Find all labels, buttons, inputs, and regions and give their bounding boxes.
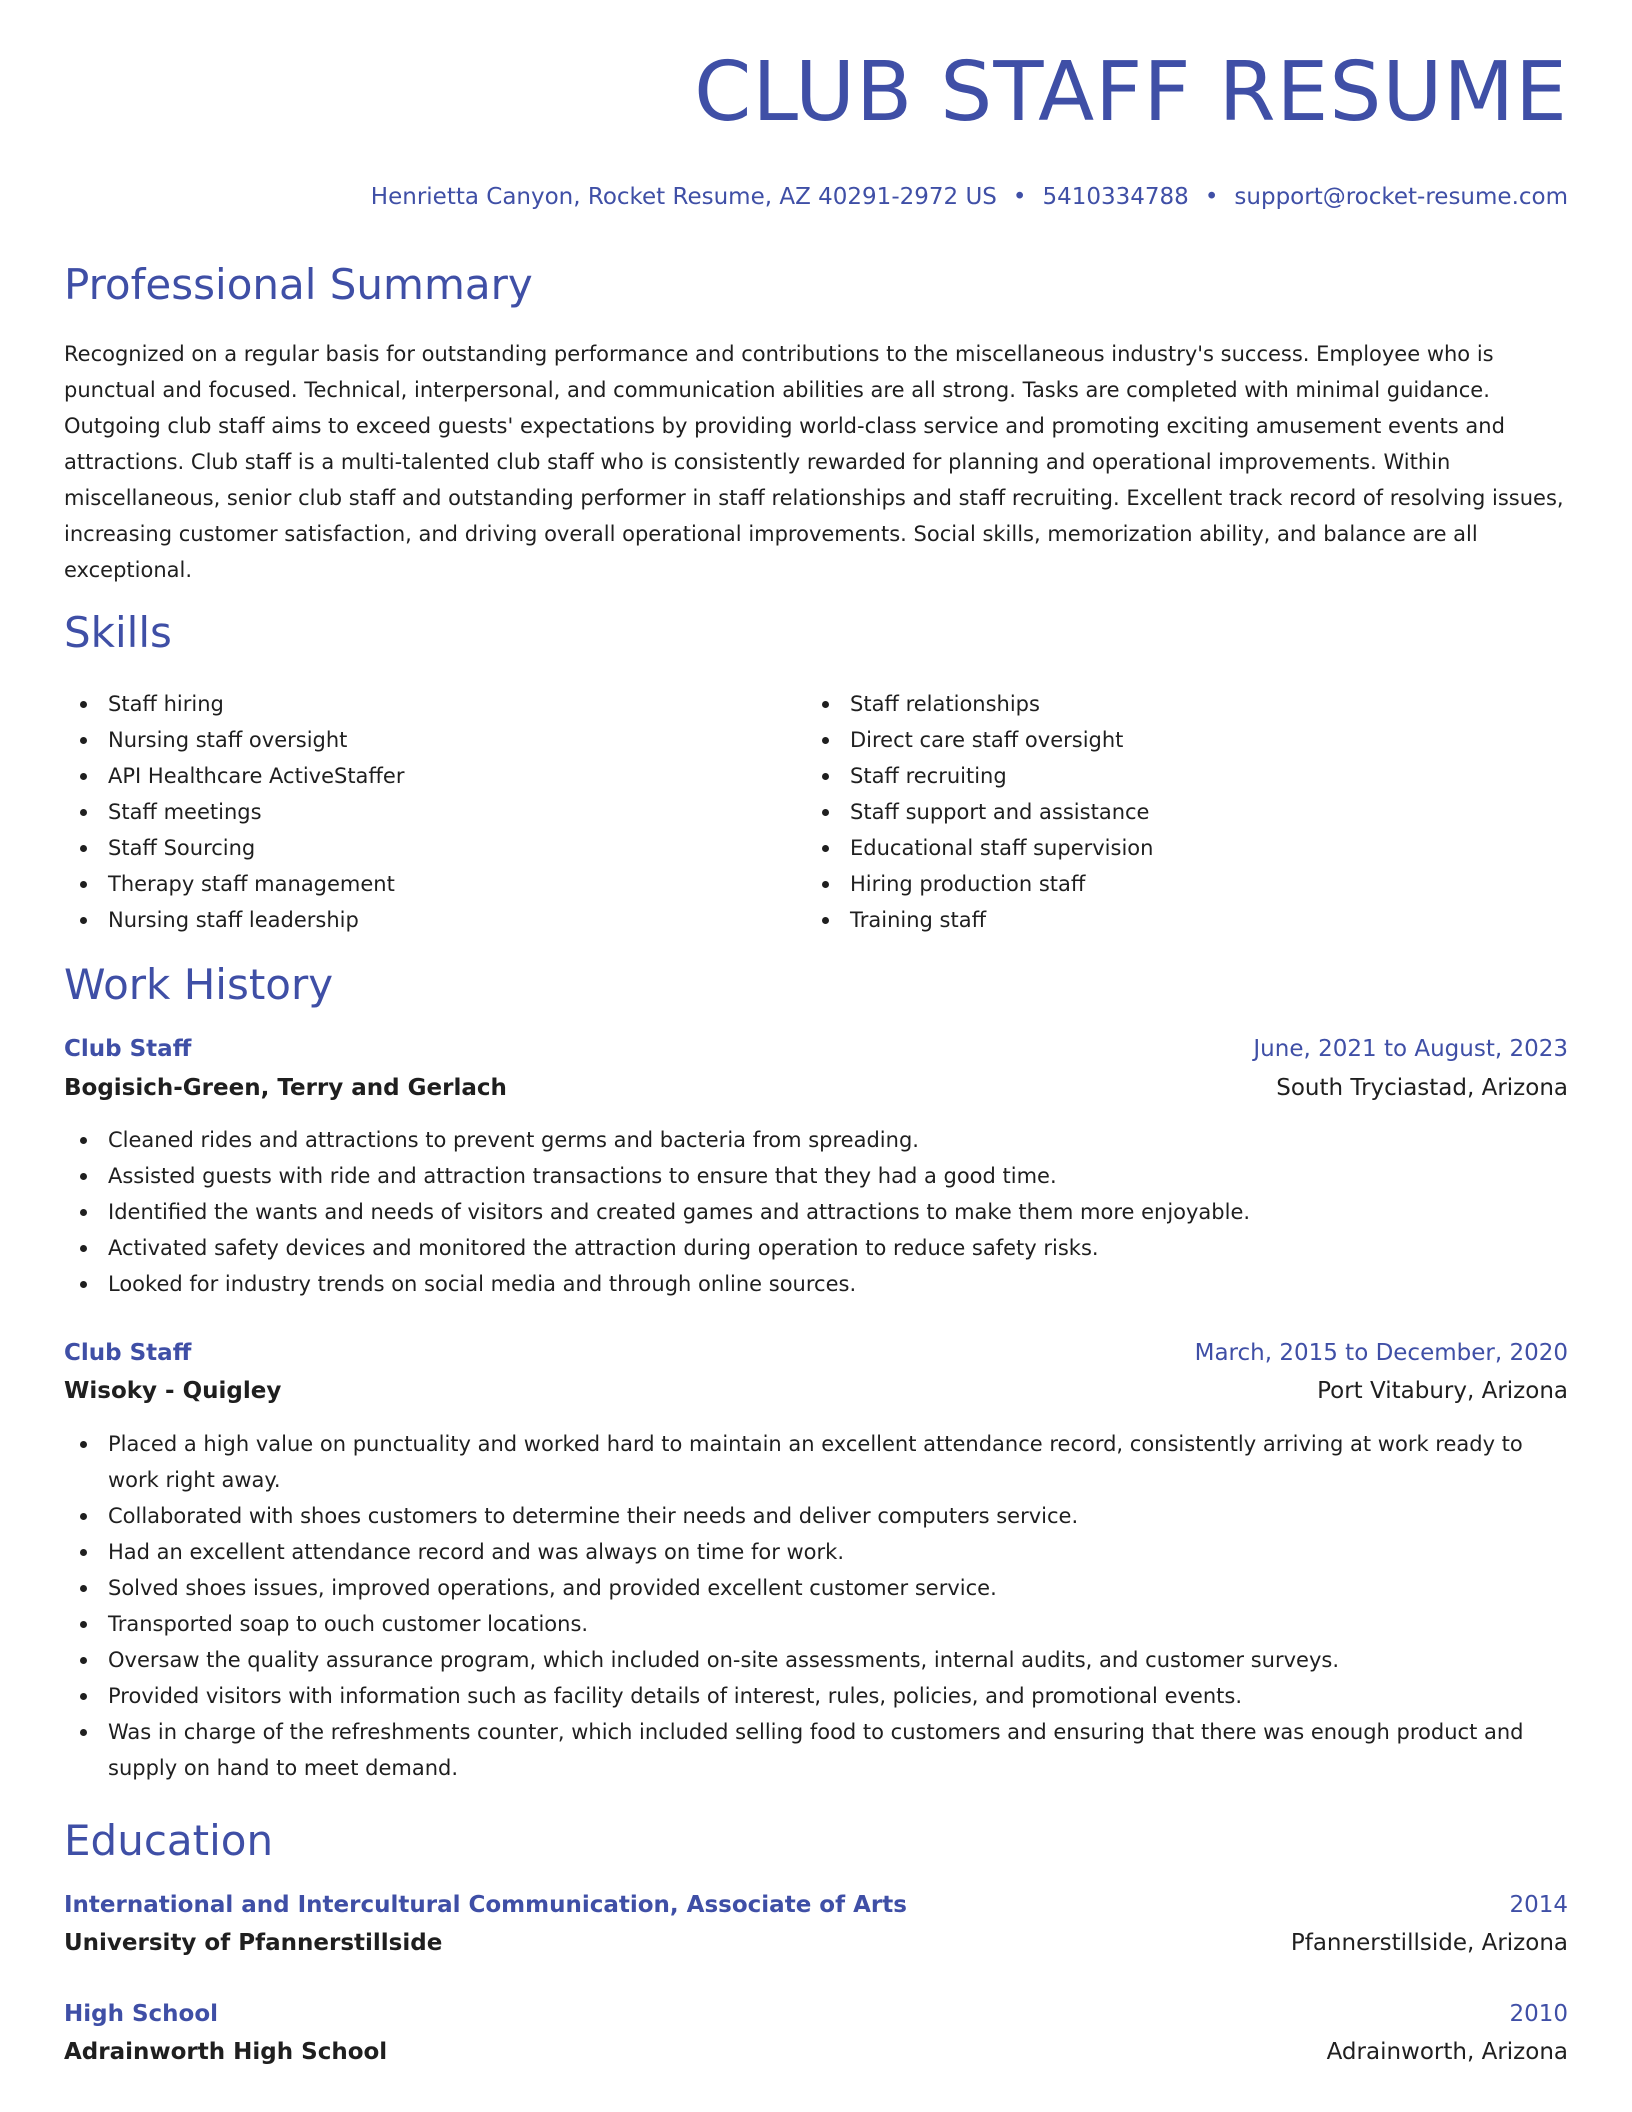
school-name: Adrainworth High School	[64, 2039, 388, 2065]
skill-item	[64, 758, 404, 794]
degree-name: International and Intercultural Communication, Associate of Arts	[64, 1892, 907, 1918]
bullet-dot	[822, 845, 829, 852]
job-bullet	[64, 1642, 1568, 1678]
job-location: Port Vitabury, Arizona	[1317, 1378, 1568, 1404]
resume-title: CLUB STAFF RESUME	[694, 45, 1568, 140]
skill-label: Staff hiring	[108, 692, 224, 716]
bullet-dot	[822, 773, 829, 780]
bullet-dot	[80, 1693, 87, 1700]
bullet-dot	[80, 1441, 87, 1448]
contact-line	[371, 182, 1568, 212]
job-location: South Tryciastad, Arizona	[1276, 1075, 1568, 1101]
bullet-dot	[80, 1281, 87, 1288]
skill-label: Staff meetings	[108, 800, 262, 824]
job-title: Club Staff	[64, 1036, 192, 1062]
skill-item	[806, 686, 1153, 722]
skill-item	[806, 830, 1153, 866]
bullet-dot	[80, 1137, 87, 1144]
skill-item	[64, 794, 404, 830]
bullet-dot	[80, 917, 87, 924]
bullet-text: Identified the wants and needs of visitors and created games and attractions to make them more enjoyable.	[108, 1200, 1251, 1224]
skills-list-right	[806, 686, 1153, 938]
bullet-dot	[80, 1657, 87, 1664]
skill-item	[806, 722, 1153, 758]
skill-label: Nursing staff oversight	[108, 728, 348, 752]
skill-item	[64, 902, 404, 938]
summary-heading: Professional Summary	[64, 260, 533, 309]
job-bullets	[64, 1122, 1568, 1302]
skill-label: Staff Sourcing	[108, 836, 256, 860]
job-header	[64, 1336, 1568, 1370]
skill-label: Therapy staff management	[108, 872, 395, 896]
bullet-text: Cleaned rides and attractions to prevent germs and bacteria from spreading.	[108, 1128, 919, 1152]
skill-label: Nursing staff leadership	[108, 908, 359, 932]
skill-label: Staff relationships	[850, 692, 1040, 716]
bullet-text: Provided visitors with information such as facility details of interest, rules, policies, and promotional events.	[108, 1684, 1242, 1708]
bullet-dot	[80, 881, 87, 888]
company-name: Bogisich-Green, Terry and Gerlach	[64, 1075, 507, 1101]
bullet-dot	[80, 1209, 87, 1216]
job-header	[64, 1032, 1568, 1066]
bullet-dot	[80, 1513, 87, 1520]
job-bullet	[64, 1194, 1568, 1230]
job-bullet	[64, 1122, 1568, 1158]
bullet-dot	[80, 1585, 87, 1592]
bullet-text: Looked for industry trends on social media and through online sources.	[108, 1272, 857, 1296]
education-school	[64, 1926, 1568, 1960]
school-location: Adrainworth, Arizona	[1326, 2039, 1568, 2065]
skill-item	[64, 830, 404, 866]
skills-heading: Skills	[64, 608, 172, 657]
bullet-dot	[80, 1621, 87, 1628]
bullet-dot	[80, 701, 87, 708]
skill-label: Hiring production staff	[850, 872, 1086, 896]
skill-label: Direct care staff oversight	[850, 728, 1124, 752]
education-heading: Education	[64, 1816, 274, 1865]
education-header	[64, 1997, 1568, 2031]
job-bullet	[64, 1498, 1568, 1534]
school-name: University of Pfannerstillside	[64, 1930, 443, 1956]
skill-label: Training staff	[850, 908, 987, 932]
education-header	[64, 1888, 1568, 1922]
bullet-dot	[822, 737, 829, 744]
company-name: Wisoky - Quigley	[64, 1378, 282, 1404]
degree-name: High School	[64, 2001, 219, 2027]
job-bullet	[64, 1534, 1568, 1570]
bullet-text: Placed a high value on punctuality and worked hard to maintain an excellent attendance record, consistently arriving at work ready to work right away.	[108, 1432, 1523, 1492]
skills-list-left	[64, 686, 404, 938]
job-bullet	[64, 1570, 1568, 1606]
job-dates: March, 2015 to December, 2020	[1194, 1340, 1568, 1366]
bullet-dot	[80, 1245, 87, 1252]
bullet-dot	[80, 737, 87, 744]
bullet-text: Solved shoes issues, improved operations, and provided excellent customer service.	[108, 1576, 997, 1600]
job-bullet	[64, 1230, 1568, 1266]
graduation-year: 2010	[1509, 2001, 1568, 2027]
bullet-dot	[822, 881, 829, 888]
bullet-text: Had an excellent attendance record and was always on time for work.	[108, 1540, 845, 1564]
bullet-text: Assisted guests with ride and attraction transactions to ensure that they had a good time.	[108, 1164, 1057, 1188]
contact-phone: 5410334788	[1042, 184, 1189, 210]
bullet-text: Activated safety devices and monitored the attraction during operation to reduce safety risks.	[108, 1236, 1099, 1260]
skill-item	[806, 866, 1153, 902]
skill-label: Staff recruiting	[850, 764, 1007, 788]
skill-label: Staff support and assistance	[850, 800, 1150, 824]
contact-email[interactable]: support@rocket-resume.com	[1234, 184, 1568, 210]
job-bullet	[64, 1714, 1568, 1786]
skill-item	[64, 722, 404, 758]
contact-address: Henrietta Canyon, Rocket Resume, AZ 40291-2972 US	[370, 184, 997, 210]
skill-item	[806, 758, 1153, 794]
bullet-dot	[822, 809, 829, 816]
bullet-dot	[80, 1729, 87, 1736]
skill-item	[806, 794, 1153, 830]
skill-item	[64, 866, 404, 902]
skill-item	[64, 686, 404, 722]
job-bullet	[64, 1678, 1568, 1714]
job-bullet	[64, 1266, 1568, 1302]
bullet-text: Transported soap to ouch customer locations.	[108, 1612, 589, 1636]
bullet-text: Collaborated with shoes customers to determine their needs and deliver computers service.	[108, 1504, 1079, 1528]
bullet-dot	[80, 809, 87, 816]
job-bullet	[64, 1606, 1568, 1642]
job-title: Club Staff	[64, 1340, 192, 1366]
contact-separator: •	[1204, 184, 1219, 210]
job-dates: June, 2021 to August, 2023	[1253, 1036, 1568, 1062]
skill-label: API Healthcare ActiveStaffer	[108, 764, 405, 788]
work-heading: Work History	[64, 960, 334, 1009]
job-employer	[64, 1374, 1568, 1408]
bullet-dot	[80, 845, 87, 852]
bullet-text: Oversaw the quality assurance program, which included on-site assessments, internal audits, and customer surveys.	[108, 1648, 1340, 1672]
job-employer	[64, 1071, 1568, 1105]
bullet-dot	[822, 917, 829, 924]
job-bullets	[64, 1426, 1568, 1786]
school-location: Pfannerstillside, Arizona	[1290, 1930, 1568, 1956]
contact-separator: •	[1012, 184, 1027, 210]
bullet-dot	[822, 701, 829, 708]
bullet-text: Was in charge of the refreshments counter, which included selling food to customers and ensuring that there was enough product and supply on hand to meet demand.	[108, 1720, 1524, 1780]
summary-text: Recognized on a regular basis for outstanding performance and contributions to the miscellaneous industry's success. Employee who is punctual and focused. Technical, interpersonal, and communication abilities are all strong. Tasks are completed with minimal guidance. Outgoing club staff aims to exceed guests' expectations by providing world-class service and promoting exciting amusement events and attractions. Club staff is a multi-talented club staff who is consistently rewarded for planning and operational improvements. Within miscellaneous, senior club staff and outstanding performer in staff relationships and staff recruiting. Excellent track record of resolving issues, increasing customer satisfaction, and driving overall operational improvements. Social skills, memorization ability, and balance are all exceptional.	[64, 342, 1564, 582]
skill-label: Educational staff supervision	[850, 836, 1154, 860]
bullet-dot	[80, 1173, 87, 1180]
education-school	[64, 2035, 1568, 2069]
bullet-dot	[80, 1549, 87, 1556]
graduation-year: 2014	[1509, 1892, 1568, 1918]
skill-item	[806, 902, 1153, 938]
job-bullet	[64, 1426, 1568, 1498]
bullet-dot	[80, 773, 87, 780]
job-bullet	[64, 1158, 1568, 1194]
